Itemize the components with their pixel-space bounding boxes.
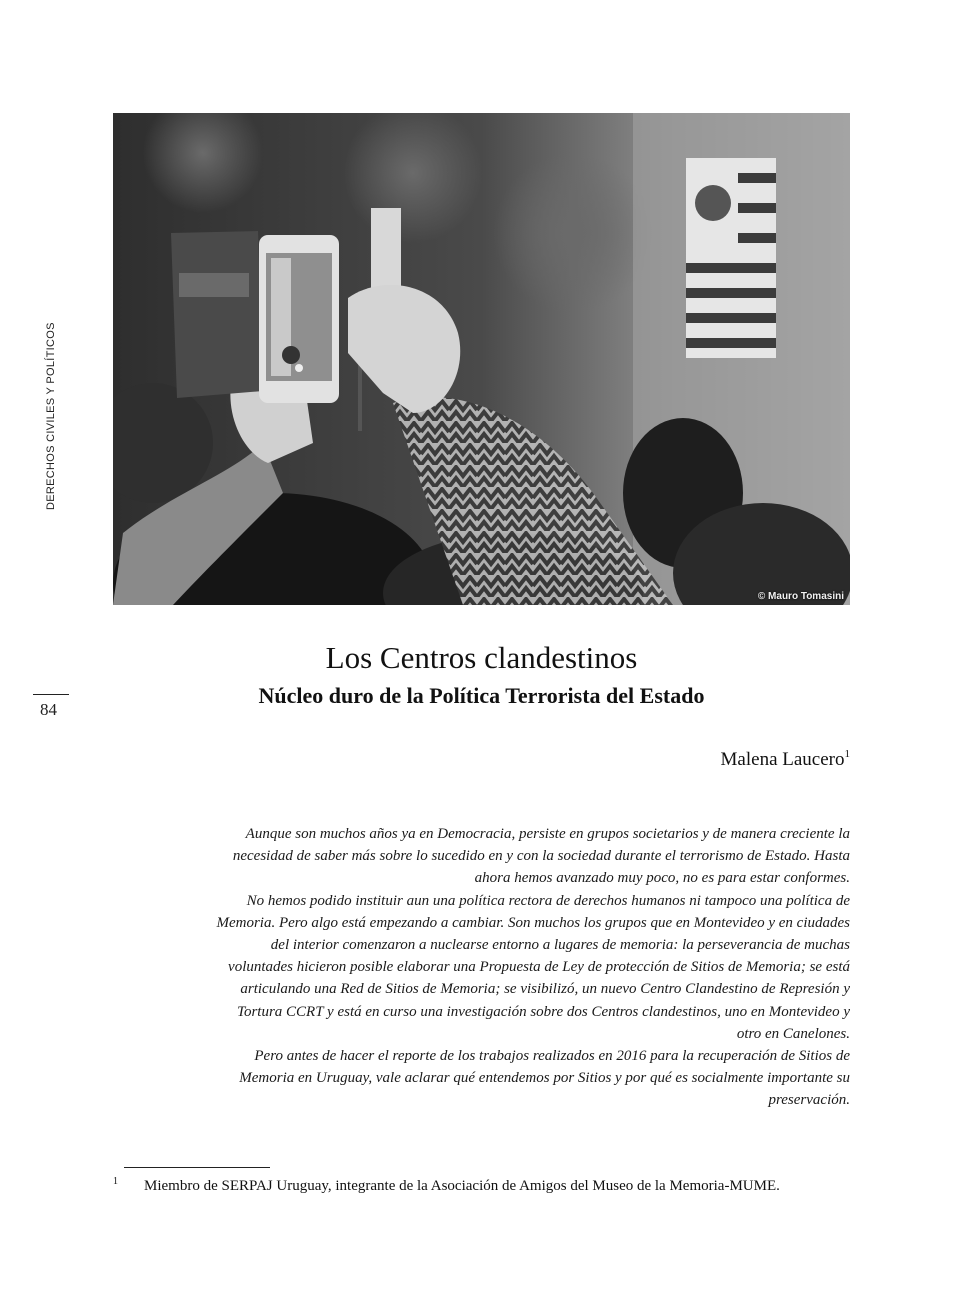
- footnote-text: Miembro de SERPAJ Uruguay, integrante de la Asociación de Amigos del Museo de la Memoria-MUME.: [144, 1178, 780, 1194]
- footnote-mark: 1: [113, 1176, 118, 1187]
- abstract-paragraph: Aunque son muchos años ya en Democracia, persiste en grupos societarios y de manera creciente la necesidad de saber más sobre lo sucedido en y con la sociedad durante el terrorismo de Estado. Hasta ahora hemos avanzado muy poco, no es para estar conformes.: [232, 826, 850, 887]
- page-number: 84: [40, 700, 57, 719]
- photo-illustration: [113, 113, 850, 605]
- author-name: Malena Laucero: [720, 749, 845, 770]
- section-side-label: DERECHOS CIVILES Y POLÍTICOS: [45, 322, 57, 510]
- abstract-paragraph: Pero antes de hacer el reporte de los trabajos realizados en 2016 para la recuperación de Sitios de Memoria en Uruguay, vale aclarar qué entendemos por Sitios y por qué es socialmente importante su preservación.: [239, 1048, 850, 1109]
- footnote-rule: [124, 1167, 270, 1168]
- abstract: [212, 823, 850, 1112]
- author-footnote-mark: 1: [844, 748, 850, 760]
- page-number-rule: [33, 694, 69, 695]
- article-title: Los Centros clandestinos: [325, 640, 638, 675]
- photo-credit: © Mauro Tomasini: [757, 591, 844, 602]
- abstract-paragraph: No hemos podido instituir aun una política rectora de derechos humanos ni tampoco una política de Memoria. Pero algo está empezando a cambiar. Son muchos los grupos que en Montevideo y en ciudades del interior comenzaron a nuclearse entorno a lugares de memoria: la perseverancia de muchas voluntades hicieron posible elaborar una Propuesta de Ley de protección de Sitios de Memoria; se está articulando una Red de Sitios de Memoria; se visibilizó, un nuevo Centro Clandestino de Represión y Tortura CCRT y está en curso una investigación sobre dos Centros clandestinos, uno en Montevideo y otro en Canelones.: [216, 892, 850, 1042]
- header-photo: [113, 113, 850, 605]
- article-subtitle: Núcleo duro de la Política Terrorista del Estado: [258, 683, 705, 708]
- author-line: [721, 748, 850, 771]
